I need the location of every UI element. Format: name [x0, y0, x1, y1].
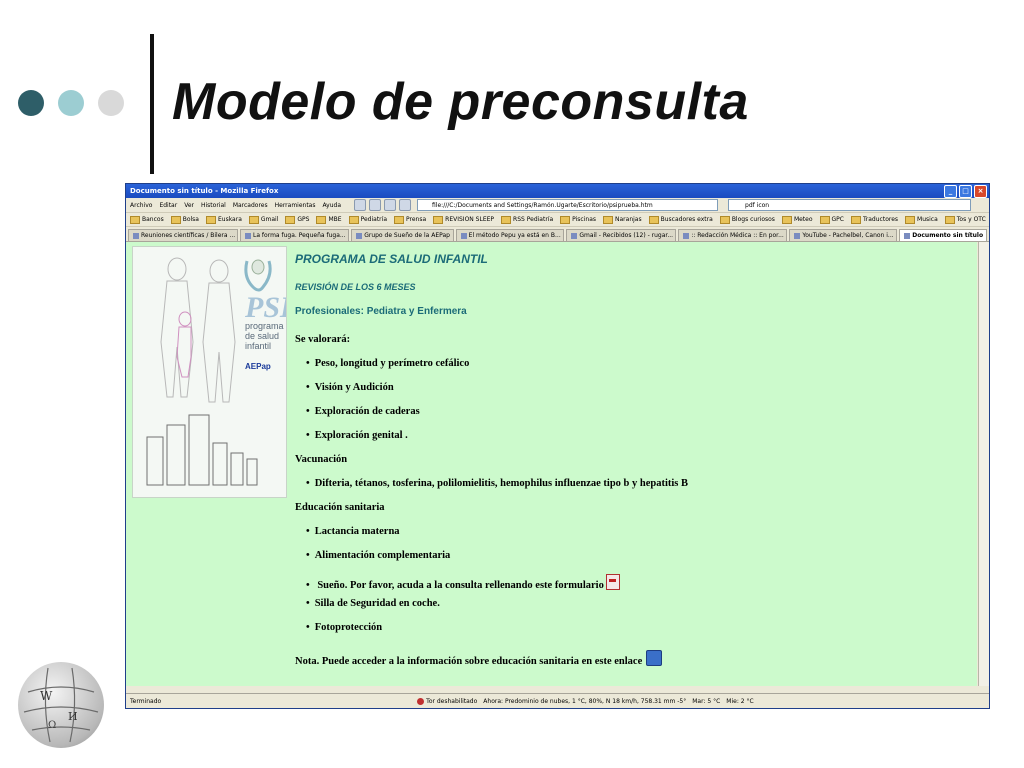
- svg-text:Ω: Ω: [48, 720, 57, 731]
- title-divider: [150, 34, 154, 174]
- folder-icon: [171, 216, 181, 224]
- professionals-line: Profesionales: Pediatra y Enfermera: [295, 306, 467, 317]
- minimize-button[interactable]: _: [944, 185, 957, 198]
- stop-icon[interactable]: [384, 199, 396, 211]
- address-bar[interactable]: [417, 199, 718, 211]
- svg-text:PSI: PS: [245, 291, 281, 324]
- psi-logo-image: [132, 246, 287, 498]
- pdf-icon[interactable]: [606, 574, 620, 590]
- folder-icon: [316, 216, 326, 224]
- dot-grey: [98, 90, 124, 116]
- note-text: Nota. Puede acceder a la información sobre educación sanitaria en este enlace: [295, 656, 643, 667]
- folder-icon: [782, 216, 792, 224]
- weather-now: Ahora: Predominio de nubes, 1 °C, 80%, N 18 km/h, 758.31 mm -5°: [483, 697, 687, 705]
- folder-icon: [249, 216, 259, 224]
- bookmark-item[interactable]: Tos y OTC: [945, 216, 986, 224]
- svg-text:И: И: [68, 710, 78, 723]
- svg-text:infantil: infantil: [245, 341, 272, 351]
- list-item: • Peso, longitud y perímetro cefálico: [306, 358, 469, 369]
- section-title-valorara: Se valorará:: [295, 334, 351, 345]
- favicon-icon: [571, 233, 577, 239]
- folder-icon: [851, 216, 861, 224]
- bookmark-item[interactable]: MBE: [316, 216, 341, 224]
- list-item: • Exploración de caderas: [306, 406, 420, 417]
- favicon-icon: [133, 233, 139, 239]
- page-heading: PROGRAMA DE SALUD INFANTIL: [295, 252, 488, 266]
- tab-strip: [126, 227, 989, 242]
- menu-ayuda[interactable]: Ayuda: [322, 201, 342, 209]
- browser-window: [125, 183, 990, 709]
- wikipedia-globe-logo: [18, 662, 104, 748]
- bookmark-item[interactable]: Prensa: [394, 216, 426, 224]
- browser-tab[interactable]: Gmail - Recibidos (12) - rugar...: [566, 229, 676, 241]
- favicon-icon: [683, 233, 689, 239]
- folder-icon: [349, 216, 359, 224]
- folder-icon: [560, 216, 570, 224]
- bookmark-item[interactable]: Piscinas: [560, 216, 596, 224]
- list-item-sueno: [306, 574, 620, 591]
- bookmark-item[interactable]: Buscadores extra: [649, 216, 713, 224]
- list-item: • Fotoprotección: [306, 622, 382, 633]
- search-text: pdf icon: [745, 201, 770, 209]
- bookmark-item[interactable]: GPS: [285, 216, 309, 224]
- list-item: • Visión y Audición: [306, 382, 394, 393]
- nav-buttons: [354, 199, 411, 211]
- folder-icon: [905, 216, 915, 224]
- favicon-icon: [356, 233, 362, 239]
- vertical-scrollbar[interactable]: [978, 242, 989, 686]
- dot-dark: [18, 90, 44, 116]
- search-box[interactable]: [728, 199, 971, 211]
- favicon-icon: [794, 233, 800, 239]
- list-item: • Exploración genital .: [306, 430, 408, 441]
- close-button[interactable]: ×: [974, 185, 987, 198]
- slide-title: Modelo de preconsulta: [172, 73, 749, 131]
- favicon-icon: [904, 233, 910, 239]
- menu-marcadores[interactable]: Marcadores: [232, 201, 268, 209]
- bookmark-item[interactable]: Musica: [905, 216, 938, 224]
- back-icon[interactable]: [354, 199, 366, 211]
- bookmark-item[interactable]: Naranjas: [603, 216, 642, 224]
- menu-historial[interactable]: Historial: [201, 201, 226, 209]
- sueno-text: Sueño. Por favor, acuda a la consulta rellenando este formulario: [317, 580, 604, 591]
- svg-text:AEPap: AEPap: [245, 362, 271, 371]
- menu-editar[interactable]: Editar: [159, 201, 178, 209]
- favicon-icon: [245, 233, 251, 239]
- list-item: • Alimentación complementaria: [306, 550, 450, 561]
- home-icon[interactable]: [399, 199, 411, 211]
- folder-icon: [206, 216, 216, 224]
- folder-icon: [501, 216, 511, 224]
- section-title-vacunacion: Vacunación: [295, 454, 348, 465]
- bookmark-item[interactable]: RSS Pediatría: [501, 216, 553, 224]
- menu-ver[interactable]: Ver: [184, 201, 194, 209]
- folder-icon: [720, 216, 730, 224]
- browser-tab[interactable]: La forma fuga. Pequeña fuga...: [240, 229, 349, 241]
- bookmark-item[interactable]: GPC: [820, 216, 844, 224]
- menu-archivo[interactable]: Archivo: [130, 201, 153, 209]
- folder-icon: [130, 216, 140, 224]
- bookmark-item[interactable]: Blogs curiosos: [720, 216, 775, 224]
- bookmark-item[interactable]: Traductores: [851, 216, 898, 224]
- bookmarks-toolbar: [126, 213, 989, 227]
- bookmark-item[interactable]: Euskara: [206, 216, 242, 224]
- status-text: Terminado: [130, 697, 162, 705]
- bookmark-item[interactable]: Gmail: [249, 216, 279, 224]
- browser-tab[interactable]: Grupo de Sueño de la AEPap: [351, 229, 453, 241]
- browser-tab[interactable]: El método Pepu ya está en B...: [456, 229, 565, 241]
- page-content: [126, 242, 977, 686]
- folder-icon: [603, 216, 613, 224]
- folder-icon: [394, 216, 404, 224]
- bookmark-item[interactable]: Bolsa: [171, 216, 199, 224]
- puzzle-globe-icon: [18, 662, 104, 748]
- page-subheading: REVISIÓN DE LOS 6 MESES: [295, 282, 416, 292]
- svg-text:de salud: de salud: [245, 331, 280, 341]
- svg-text:programa: programa: [245, 321, 284, 331]
- note-line: [295, 650, 662, 667]
- body-silhouettes-illustration: [133, 247, 286, 497]
- window-titlebar: [126, 184, 989, 198]
- address-text: file:///C:/Documents and Settings/Ramón.Ugarte/Escritorio/psiprueba.htm: [432, 201, 653, 209]
- maximize-button[interactable]: □: [959, 185, 972, 198]
- svg-text:W: W: [40, 689, 53, 703]
- bookmark-item[interactable]: Bancos: [130, 216, 164, 224]
- tor-status[interactable]: Tor deshabilitado: [417, 698, 477, 705]
- favicon-icon: [461, 233, 467, 239]
- menu-herramientas[interactable]: Herramientas: [274, 201, 316, 209]
- list-item: • Silla de Seguridad en coche.: [306, 598, 440, 609]
- weather-wednesday: Mie: 2 °C: [726, 697, 754, 705]
- dot-teal: [58, 90, 84, 116]
- folder-icon: [820, 216, 830, 224]
- bookmark-item[interactable]: REVISION SLEEP: [433, 216, 494, 224]
- window-title: Documento sin título - Mozilla Firefox: [130, 187, 279, 195]
- bookmark-item[interactable]: Pediatría: [349, 216, 387, 224]
- tor-icon: [417, 698, 424, 705]
- weather-tuesday: Mar: 5 °C: [692, 697, 721, 705]
- browser-tab[interactable]: :: Redacción Médica :: En por...: [678, 229, 787, 241]
- web-link-icon[interactable]: [646, 650, 662, 666]
- status-bar: [126, 693, 990, 708]
- list-item: • Lactancia materna: [306, 526, 400, 537]
- list-item: • Difteria, tétanos, tosferina, polilomielitis, hemophilus influenzae tipo b y hepatitis B: [306, 478, 688, 489]
- slide-dots: [18, 90, 124, 116]
- folder-icon: [285, 216, 295, 224]
- browser-tab[interactable]: Reuniones científicas / Bilera ...: [128, 229, 238, 241]
- folder-icon: [649, 216, 659, 224]
- bookmark-item[interactable]: Meteo: [782, 216, 813, 224]
- browser-tab[interactable]: YouTube - Pachelbel, Canon i...: [789, 229, 897, 241]
- menu-and-nav-bar: [126, 198, 989, 213]
- folder-icon: [945, 216, 955, 224]
- section-title-educacion: Educación sanitaria: [295, 502, 385, 513]
- browser-tab-active[interactable]: Documento sin título: [899, 229, 987, 241]
- folder-icon: [433, 216, 443, 224]
- reload-icon[interactable]: [369, 199, 381, 211]
